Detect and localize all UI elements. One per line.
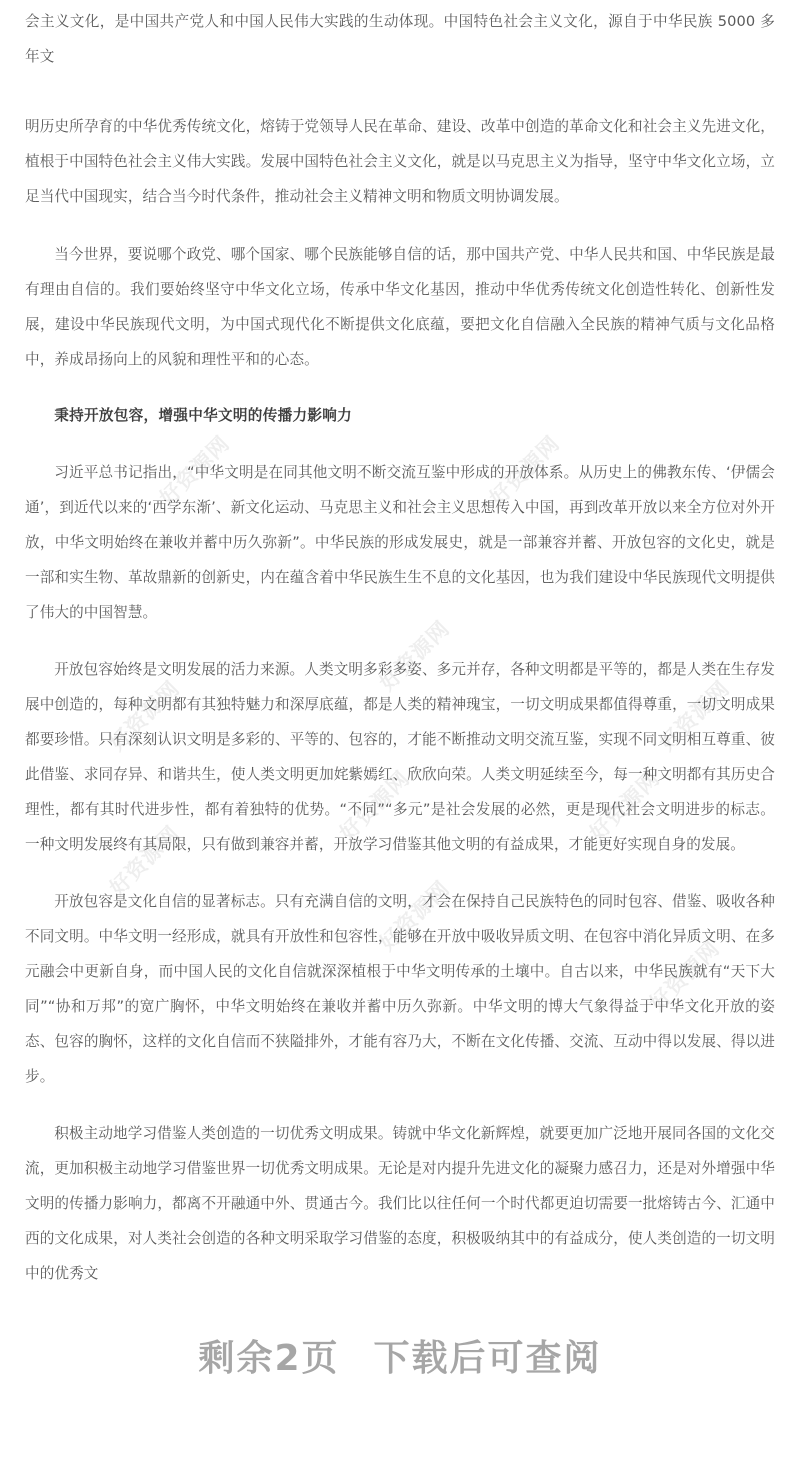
section-heading: 秉持开放包容，增强中华文明的传播力影响力 xyxy=(54,407,353,424)
watermark-text: 好资源网 xyxy=(375,876,455,956)
watermark-text: 好资源网 xyxy=(105,821,185,901)
spacer xyxy=(25,862,775,884)
spacer xyxy=(25,377,775,398)
watermark-text: 好资源网 xyxy=(335,766,415,846)
preview-truncation-notice xyxy=(0,1330,800,1381)
watermark-text: 好资源网 xyxy=(585,766,665,846)
paragraph-body: 明历史所孕育的中华优秀传统文化，熔铸于党领导人民在革命、建设、改革中创造的革命文化和社会主义先进文化，植根于中国特色社会主义伟大实践。发展中国特色社会主义文化，就是以马克思主义为指导，坚守中华文化立场，立足当代中国现实，结合当今时代条件，推动社会主义精神文明和物质文明协调发展。 xyxy=(25,118,775,205)
paragraph-body: 开放包容是文化自信的显著标志。只有充满自信的文明，才会在保持自己民族特色的同时包容、借鉴、吸收各种不同文明。中华文明一经形成，就具有开放性和包容性，能够在开放中吸收异质文明、在包容中消化异质文明、在多元融会中更新自身，而中国人民的文化自信就深深植根于中华文明传承的土壤中。自古以来，中华民族就有“天下大同”“协和万邦”的宽广胸怀，中华文明始终在兼收并蓄中历久弥新。中华文明的博大气象得益于中华文化开放的姿态、包容的胸怀，这样的文化自信而不狭隘排外，才能有容乃大，不断在文化传播、交流、互动中得以发展、得以进步。 xyxy=(25,893,775,1085)
remaining-pages-label: 剩余2页 xyxy=(198,1338,340,1379)
spacer xyxy=(25,74,775,109)
spacer xyxy=(25,630,775,652)
watermark-text: 好资源网 xyxy=(485,431,565,511)
paragraph-body: 习近平总书记指出，“中华文明是在同其他文明不断交流互鉴中形成的开放体系。从历史上的佛教东传、‘伊儒会通’，到近代以来的‘西学东渐’、新文化运动、马克思主义和社会主义思想传入中国，再到改革开放以来全方位对外开放，中华文明始终在兼收并蓄中历久弥新”。中华民族的形成发展史，就是一部兼容并蓄、开放包容的文化史，就是一部和实生物、革故鼎新的创新史，内在蕴含着中华民族生生不息的文化基因，也为我们建设中华民族现代文明提供了伟大的中国智慧。 xyxy=(25,464,775,621)
watermark-text: 好资源网 xyxy=(375,616,455,696)
watermark-text: 好资源网 xyxy=(105,676,185,756)
paragraph-body: 开放包容始终是文明发展的活力来源。人类文明多彩多姿、多元并存，各种文明都是平等的，都是人类在生存发展中创造的，每种文明都有其独特魅力和深厚底蕴，都是人类的精神瑰宝，一切文明成果都值得尊重，一切文明成果都要珍惜。只有深刻认识文明是多彩的、平等的、包容的，才能不断推动文明交流互鉴，实现不同文明相互尊重、彼此借鉴、求同存异、和谐共生，使人类文明更加姹紫嫣红、欣欣向荣。人类文明延续至今，每一种文明都有其历史合理性，都有其时代进步性，都有着独特的优势。“不同”“多元”是社会发展的必然，更是现代社会文明进步的标志。一种文明发展终有其局限，只有做到兼容并蓄，开放学习借鉴其他文明的有益成果，才能更好实现自身的发展。 xyxy=(25,661,775,853)
download-hint-label: 下载后可查阅 xyxy=(373,1338,602,1379)
watermark-text: 好资源网 xyxy=(655,676,735,756)
watermark-text: 好资源网 xyxy=(645,936,725,1016)
spacer xyxy=(25,433,775,455)
paragraph-body: 当今世界，要说哪个政党、哪个国家、哪个民族能够自信的话，那中国共产党、中华人民共和国、中华民族是最有理由自信的。我们要始终坚守中华文化立场，传承中华文化基因，推动中华优秀传统文化创造性转化、创新性发展，建设中华民族现代文明，为中国式现代化不断提供文化底蕴，要把文化自信融入全民族的精神气质与文化品格中，养成昂扬向上的风貌和理性平和的心态。 xyxy=(25,246,775,368)
spacer xyxy=(25,214,775,237)
paragraph-body-truncated: 积极主动地学习借鉴人类创造的一切优秀文明成果。铸就中华文化新辉煌，就要更加广泛地开展同各国的文化交流，更加积极主动地学习借鉴世界一切优秀文明成果。无论是对内提升先进文化的凝聚力感召力，还是对外增强中华文明的传播力影响力，都离不开融通中外、贯通古今。我们比以往任何一个时代都更迫切需要一批熔铸古今、汇通中西的文化成果，对人类社会创造的各种文明采取学习借鉴的态度，积极吸纳其中的有益成分，使人类创造的一切文明中的优秀文 xyxy=(25,1125,775,1282)
watermark-text: 好资源网 xyxy=(155,431,235,511)
paragraph-continuation-top: 会主义文化，是中国共产党人和中国人民伟大实践的生动体现。中国特色社会主义文化，源自于中华民族 5000 多年文 xyxy=(25,13,775,65)
spacer xyxy=(25,1094,775,1116)
